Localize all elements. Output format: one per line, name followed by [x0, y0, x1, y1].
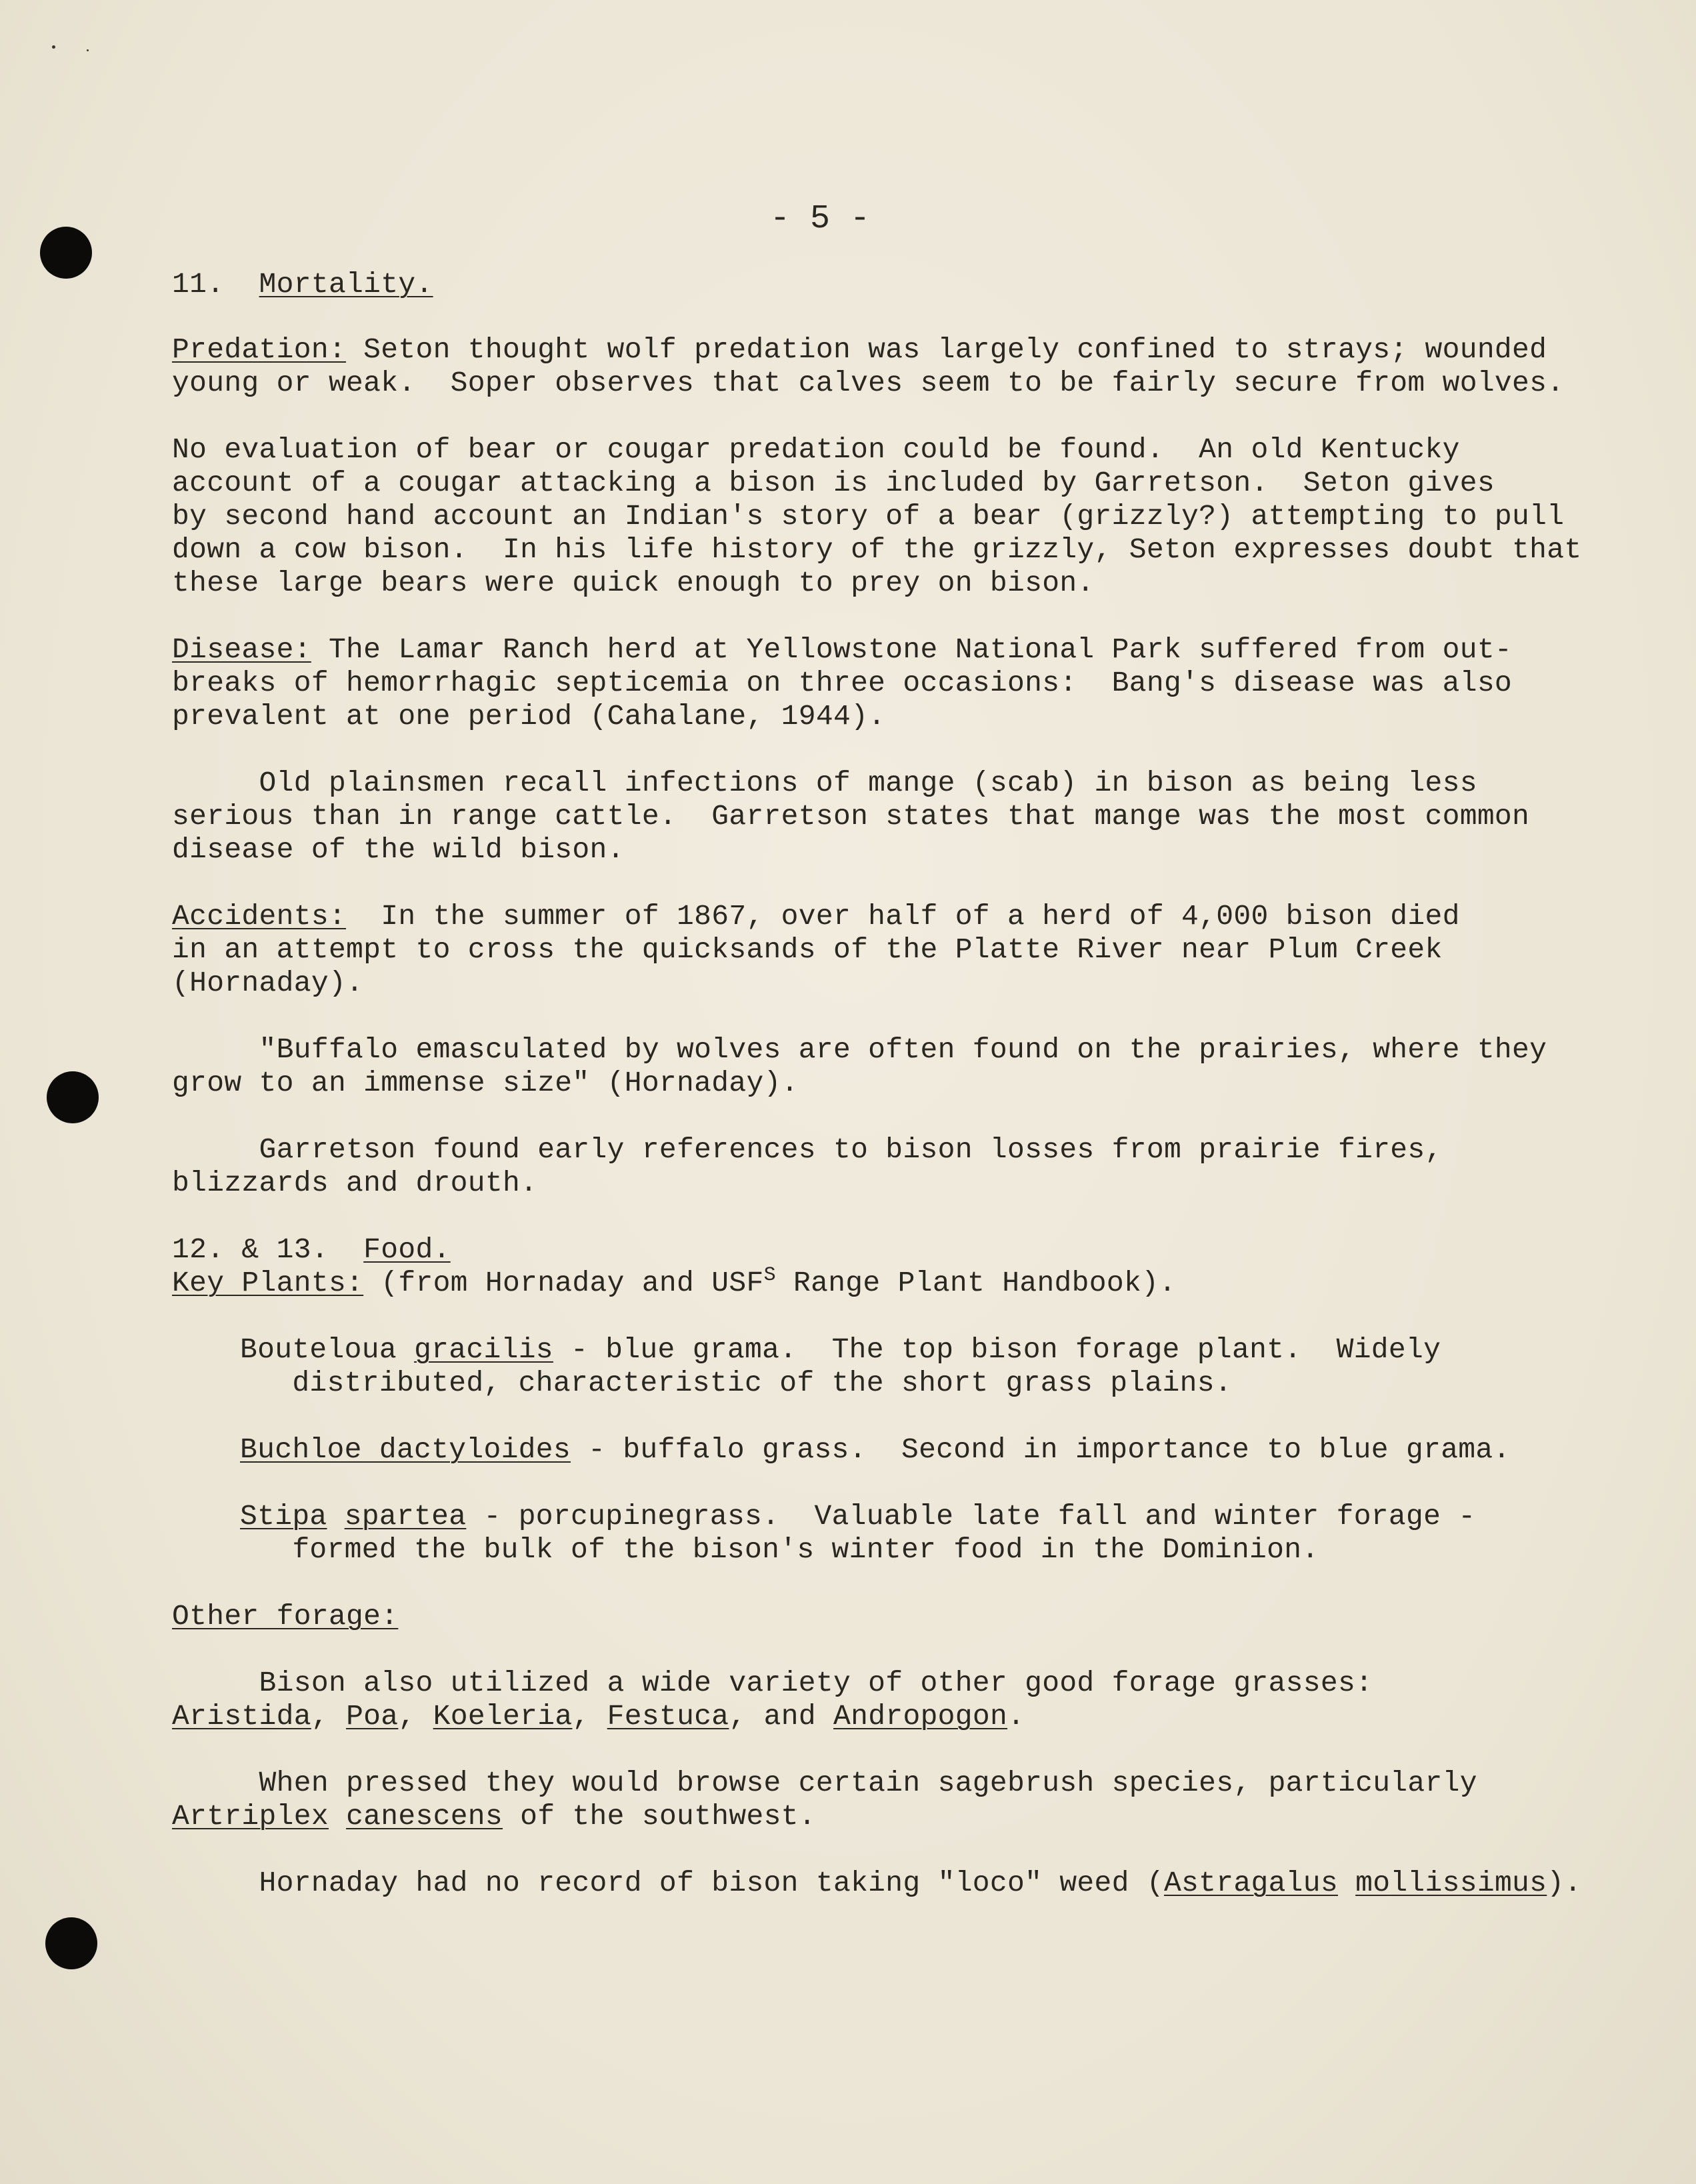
- predation-label: Predation:: [172, 333, 347, 366]
- section-heading-mortality: [172, 268, 433, 301]
- punch-hole-bottom: [45, 1917, 97, 1969]
- other-forage-heading: Other forage:: [172, 1600, 399, 1633]
- paragraph-line: account of a cougar attacking a bison is included by Garretson. Seton gives: [172, 467, 1495, 499]
- section-title: Food.: [363, 1233, 451, 1266]
- paragraph-line: these large bears were quick enough to prey on bison.: [172, 567, 1095, 599]
- plant-entry-bouteloua: Bouteloua gracilis - blue grama. The top bison forage plant. Widely: [240, 1333, 1441, 1366]
- quote-line: grow to an immense size" (Hornaday).: [172, 1067, 799, 1099]
- paragraph-line: Garretson found early references to bison losses from prairie fires,: [172, 1133, 1443, 1166]
- punch-hole-middle: [47, 1071, 99, 1123]
- paper-speck: [52, 45, 55, 49]
- accidents-line-1: Accidents: In the summer of 1867, over half of a herd of 4,000 bison died: [172, 900, 1460, 933]
- accidents-label: Accidents:: [172, 900, 347, 933]
- section-number: 11.: [172, 268, 225, 301]
- disease-line-3: prevalent at one period (Cahalane, 1944).: [172, 700, 886, 733]
- paragraph-line: disease of the wild bison.: [172, 833, 625, 866]
- paragraph-line: Old plainsmen recall infections of mange (scab) in bison as being less: [172, 767, 1477, 799]
- paragraph-line: blizzards and drouth.: [172, 1167, 538, 1199]
- paragraph-line: by second hand account an Indian's story of a bear (grizzly?) attempting to pull: [172, 500, 1565, 533]
- disease-line-2: breaks of hemorrhagic septicemia on three occasions: Bang's disease was also: [172, 667, 1513, 699]
- loco-line: Hornaday had no record of bison taking "loco" weed (Astragalus mollissimus).: [172, 1867, 1582, 1899]
- sagebrush-species-line: Artriplex canescens of the southwest.: [172, 1800, 816, 1833]
- section-title: Mortality.: [259, 268, 433, 301]
- paragraph-line: When pressed they would browse certain sagebrush species, particularly: [172, 1767, 1477, 1799]
- section-number: 12. & 13.: [172, 1233, 329, 1266]
- quote-line: "Buffalo emasculated by wolves are often found on the prairies, where they: [172, 1033, 1547, 1066]
- disease-label: Disease:: [172, 633, 311, 666]
- plant-entry-stipa: Stipa spartea - porcupinegrass. Valuable late fall and winter forage -: [240, 1500, 1476, 1533]
- paragraph-line: Bison also utilized a wide variety of other good forage grasses:: [172, 1667, 1373, 1699]
- section-heading-food: [172, 1233, 451, 1267]
- page-number: - 5 -: [770, 200, 871, 238]
- accidents-line-2: in an attempt to cross the quicksands of the Platte River near Plum Creek: [172, 933, 1443, 966]
- key-plants-label: Key Plants:: [172, 1267, 364, 1299]
- predation-line-2: young or weak. Soper observes that calves seem to be fairly secure from wolves.: [172, 367, 1565, 399]
- paper-speck: [87, 49, 89, 51]
- disease-line-1: Disease: The Lamar Ranch herd at Yellowstone National Park suffered from out-: [172, 633, 1513, 666]
- plant-entry-stipa-cont: formed the bulk of the bison's winter food in the Dominion.: [240, 1533, 1319, 1566]
- paragraph-line: serious than in range cattle. Garretson states that mange was the most common: [172, 800, 1530, 833]
- predation-line-1: Predation: Seton thought wolf predation was largely confined to strays; wounded: [172, 333, 1547, 366]
- punch-hole-top: [40, 227, 92, 279]
- paragraph-line: No evaluation of bear or cougar predation could be found. An old Kentucky: [172, 433, 1460, 466]
- paragraph-line: down a cow bison. In his life history of the grizzly, Seton expresses doubt that: [172, 533, 1582, 566]
- plant-entry-buchloe: Buchloe dactyloides - buffalo grass. Second in importance to blue grama.: [240, 1433, 1511, 1466]
- grasses-list: Aristida, Poa, Koeleria, Festuca, and Andropogon.: [172, 1700, 1025, 1733]
- accidents-line-3: (Hornaday).: [172, 967, 364, 999]
- key-plants-line: Key Plants: (from Hornaday and $USF^S$ Range Plant Handbook).: [172, 1264, 1177, 1299]
- plant-entry-bouteloua-cont: distributed, characteristic of the short grass plains.: [240, 1367, 1232, 1399]
